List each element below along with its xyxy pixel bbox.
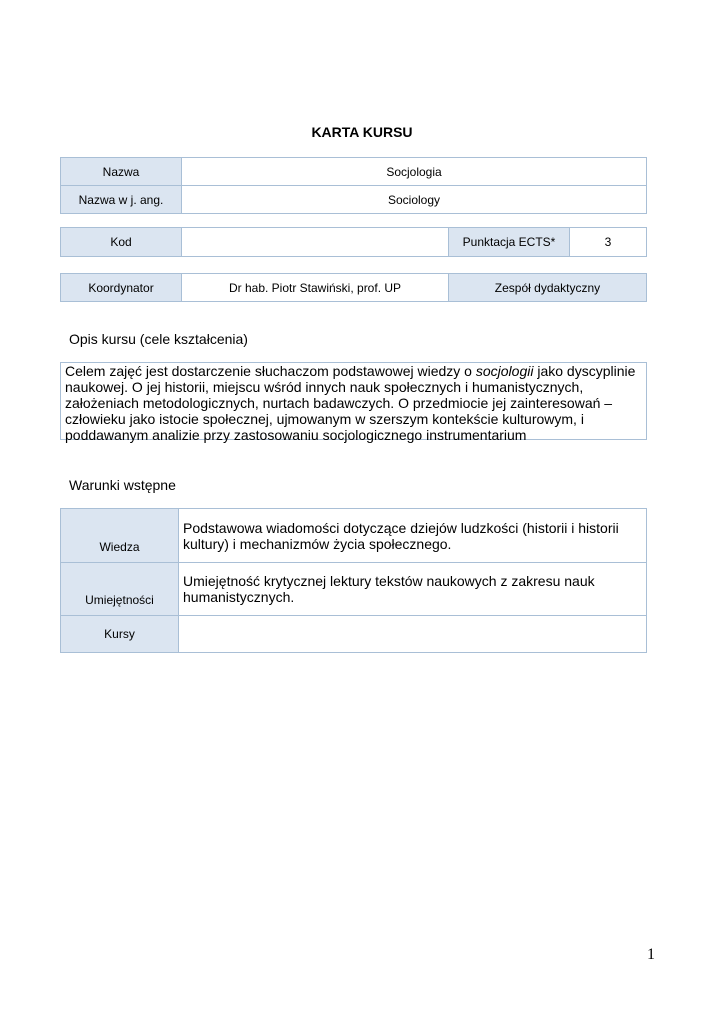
name-en-label: Nazwa w j. ang.	[61, 186, 182, 214]
courses-label: Kursy	[61, 616, 179, 653]
code-value	[182, 228, 449, 257]
coordinator-label: Koordynator	[61, 274, 182, 302]
prerequisites-table	[60, 508, 647, 653]
ects-label: Punktacja ECTS*	[449, 228, 570, 257]
table-row	[61, 509, 647, 563]
page-number: 1	[647, 946, 655, 963]
coordinator-value: Dr hab. Piotr Stawiński, prof. UP	[182, 274, 449, 302]
name-en-value: Sociology	[182, 186, 647, 214]
ects-value: 3	[570, 228, 647, 257]
coordinator-table	[60, 273, 647, 302]
skills-label: Umiejętności	[61, 563, 179, 616]
description-box	[60, 362, 647, 443]
document-title: KARTA KURSU	[311, 124, 413, 140]
code-table	[60, 227, 647, 257]
table-row	[61, 563, 647, 616]
courses-value	[179, 616, 647, 653]
description-text: Celem zajęć jest dostarczenie słuchaczom podstawowej wiedzy o socjologii jako dyscyplinie naukowej. O jej historii, miejscu wśród innych nauk społecznych i humanistycznych, założeniach metodologicznych, nurtach badawczych. O przedmiocie jej zainteresowań – człowieku jako istocie społecznej, ujmowanym w szerszym kontekście kulturowym, i poddawanym analizie przy zastosowaniu socjologicznego instrumentarium	[65, 363, 636, 443]
table-row	[61, 616, 647, 653]
name-label: Nazwa	[61, 158, 182, 186]
knowledge-value: Podstawowa wiadomości dotyczące dziejów ludzkości (historii i historii kultury) i mechanizmów życia społecznego.	[179, 509, 647, 563]
knowledge-label: Wiedza	[61, 509, 179, 563]
prerequisites-heading: Warunki wstępne	[69, 477, 176, 493]
code-label: Kod	[61, 228, 182, 257]
description-heading: Opis kursu (cele kształcenia)	[69, 331, 248, 347]
skills-value: Umiejętność krytycznej lektury tekstów naukowych z zakresu nauk humanistycznych.	[179, 563, 647, 616]
course-name-table	[60, 157, 647, 214]
name-value: Socjologia	[182, 158, 647, 186]
team-label: Zespół dydaktyczny	[449, 274, 647, 302]
